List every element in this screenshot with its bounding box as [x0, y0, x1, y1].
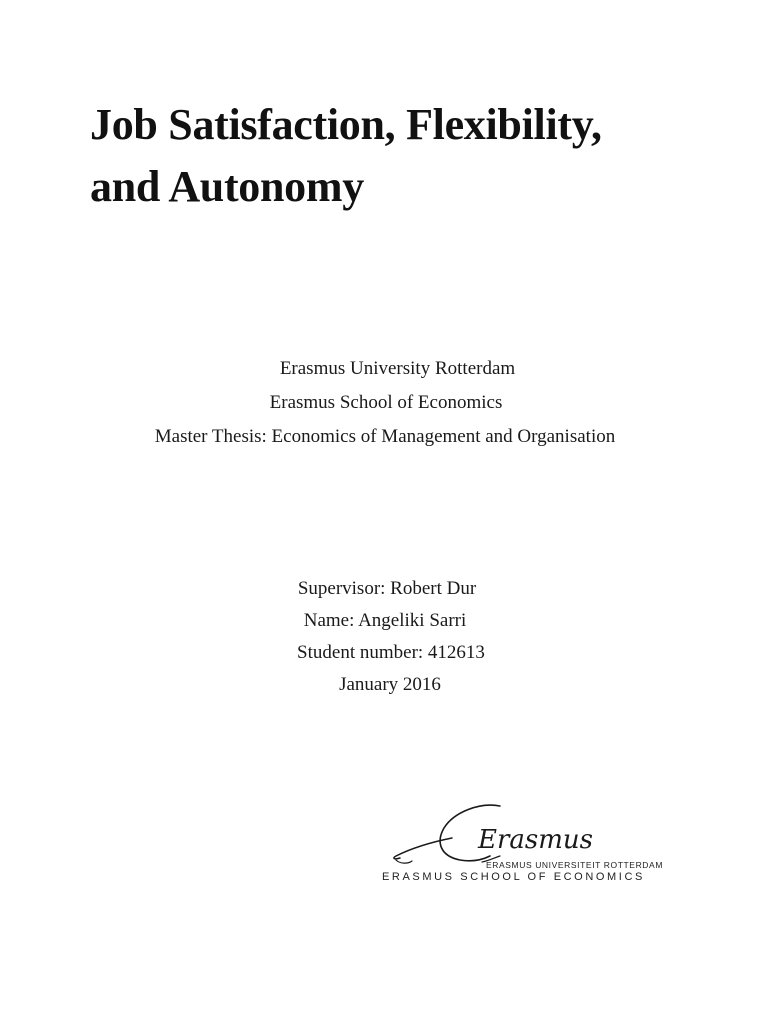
- affiliation-block: [0, 352, 770, 454]
- program-name: Master Thesis: Economics of Management and Organisation: [154, 426, 616, 447]
- signature-text: Erasmus: [478, 825, 593, 855]
- supervisor-line: Supervisor: Robert Dur: [297, 578, 477, 599]
- date-line: January 2016: [339, 674, 441, 695]
- university-name: Erasmus University Rotterdam: [279, 358, 516, 379]
- author-name-line: Name: Angeliki Sarri: [303, 610, 467, 631]
- school-name: Erasmus School of Economics: [269, 392, 503, 413]
- student-number-line: Student number: 412613: [297, 642, 485, 663]
- title-line-2: and Autonomy: [90, 162, 364, 211]
- logo-university-line: ERASMUS UNIVERSITEIT ROTTERDAM: [486, 860, 663, 870]
- erasmus-logo: [382, 798, 682, 890]
- author-details-block: [0, 573, 770, 701]
- erasmus-signature-icon: [382, 798, 682, 868]
- logo-school-line: ERASMUS SCHOOL OF ECONOMICS: [382, 871, 645, 883]
- thesis-title: [90, 94, 710, 218]
- title-line-1: Job Satisfaction, Flexibility,: [90, 100, 602, 149]
